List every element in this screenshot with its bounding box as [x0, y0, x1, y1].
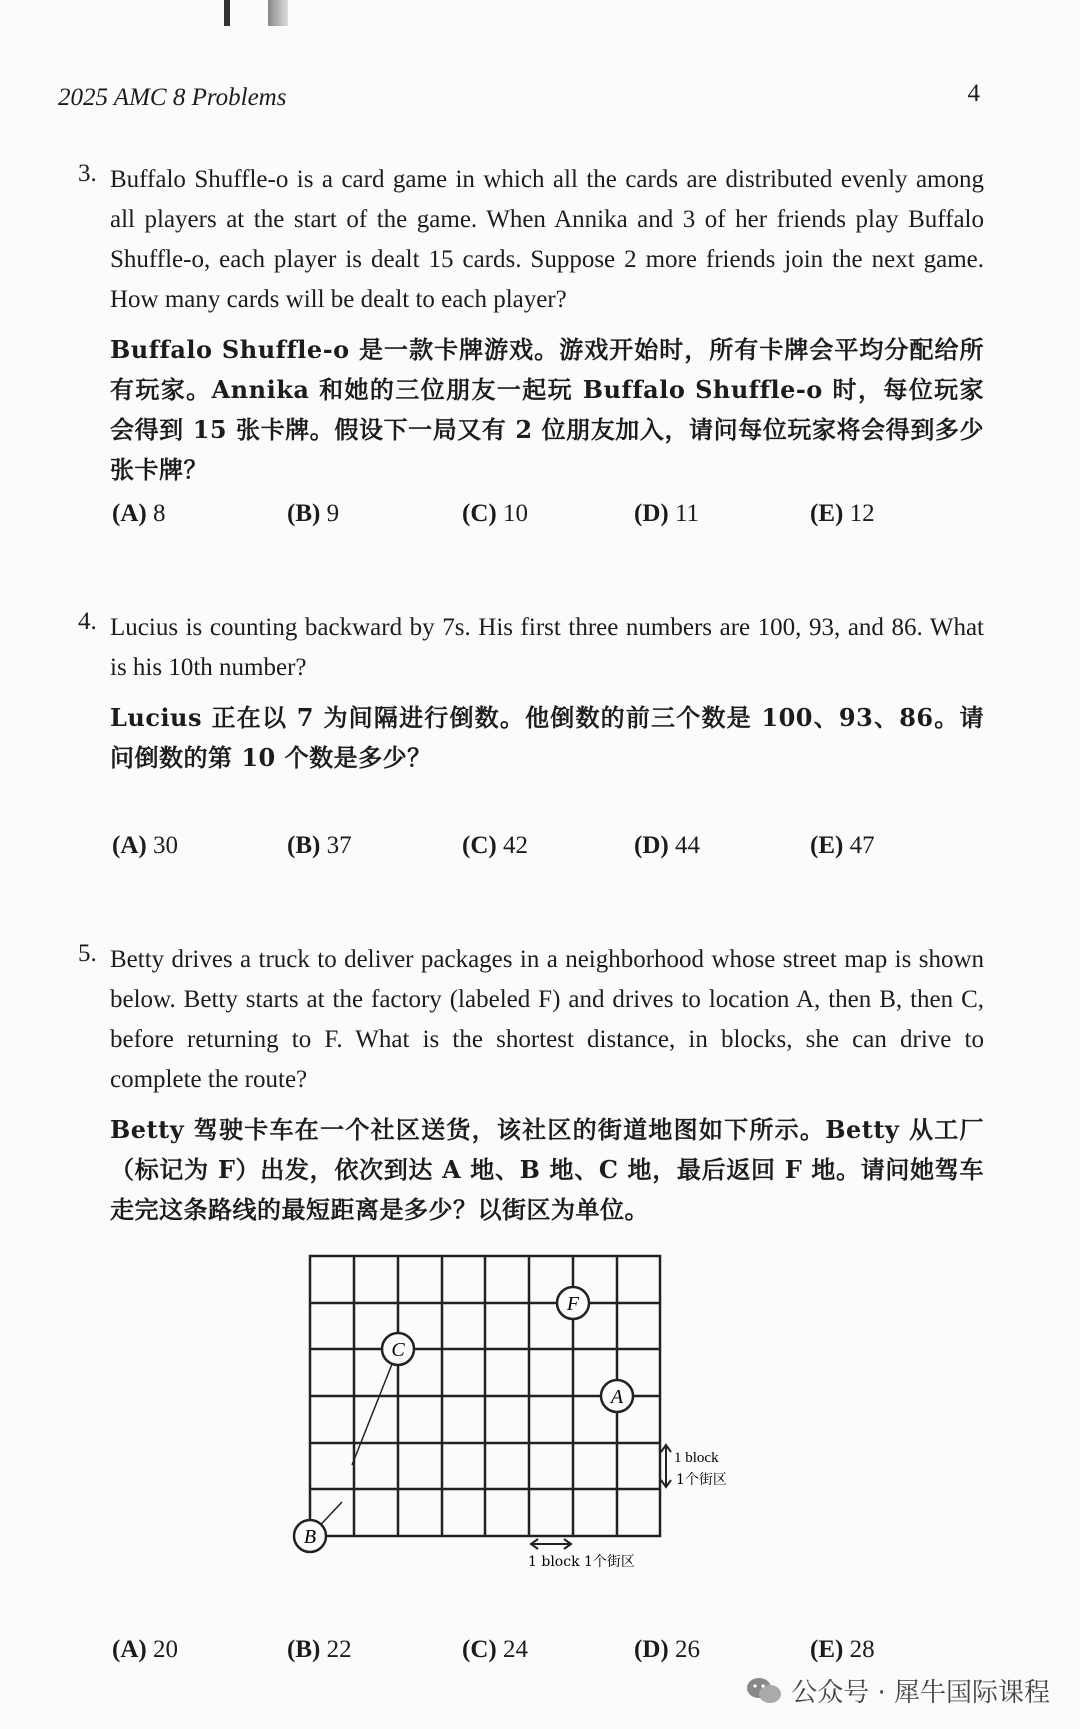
- choice-e[interactable]: (E) 47: [810, 832, 875, 859]
- choice-b[interactable]: (B) 9: [287, 500, 340, 527]
- scan-mark: [224, 0, 230, 26]
- svg-text:C: C: [391, 1339, 405, 1361]
- choice-c[interactable]: (C) 24: [462, 1636, 528, 1663]
- svg-text:F: F: [566, 1293, 580, 1315]
- problem-4: [78, 608, 984, 778]
- watermark: [745, 1672, 1050, 1709]
- problem-chinese: Betty 驾驶卡车在一个社区送货，该社区的街道地图如下所示。Betty 从工厂（标记为 F）出发，依次到达 A 地、B 地、C 地，最后返回 F 地。请问她驾车走完这条路线的最短距离是多少？以街区为单位。: [110, 1115, 984, 1224]
- scale-label-horizontal: 1 block 1个街区: [528, 1554, 635, 1570]
- problem-chinese: Buffalo Shuffle-o 是一款卡牌游戏。游戏开始时，所有卡牌会平均分配给所有玩家。Annika 和她的三位朋友一起玩 Buffalo Shuffle-o 时，每位玩家会得到 15 张卡牌。假设下一局又有 2 位朋友加入，请问每位玩家将会得到多少张卡牌？: [110, 335, 984, 484]
- header-title: 2025 AMC 8 Problems: [58, 84, 287, 111]
- location-f: [557, 1287, 589, 1319]
- answer-choices-5: [112, 1636, 932, 1676]
- street-map: [270, 1240, 770, 1580]
- choice-b[interactable]: (B) 22: [287, 1636, 352, 1663]
- street-grid: [270, 1240, 770, 1580]
- problem-english: Buffalo Shuffle-o is a card game in which all the cards are distributed evenly among all players at the start of the game. When Annika and 3 of her friends play Buffalo Shuffle-o, each player is dealt 15 cards. Suppose 2 more friends join the next game. How many cards will be dealt to each player?: [110, 166, 984, 313]
- scan-mark: [268, 0, 288, 26]
- choice-d[interactable]: (D) 44: [634, 832, 700, 859]
- problem-5: [78, 940, 984, 1230]
- problem-number: 5.: [78, 940, 97, 967]
- svg-text:A: A: [610, 1386, 624, 1408]
- vertical-scale-arrow: [661, 1445, 671, 1487]
- horizontal-scale-arrow: [531, 1539, 571, 1549]
- problem-chinese: Lucius 正在以 7 为间隔进行倒数。他倒数的前三个数是 100、93、86。请问倒数的第 10 个数是多少？: [110, 703, 984, 772]
- location-c: [382, 1333, 414, 1365]
- location-b: [294, 1520, 326, 1552]
- choice-d[interactable]: (D) 26: [634, 1636, 700, 1663]
- svg-text:B: B: [303, 1526, 317, 1548]
- choice-e[interactable]: (E) 12: [810, 500, 875, 527]
- choice-d[interactable]: (D) 11: [634, 500, 700, 527]
- scale-label-en: 1 block: [674, 1450, 719, 1466]
- choice-c[interactable]: (C) 10: [462, 500, 528, 527]
- choice-a[interactable]: (A) 20: [112, 1636, 178, 1663]
- choice-b[interactable]: (B) 37: [287, 832, 352, 859]
- choice-a[interactable]: (A) 8: [112, 500, 166, 527]
- location-a: [601, 1380, 633, 1412]
- problem-english: Lucius is counting backward by 7s. His first three numbers are 100, 93, and 86. What is his 10th number?: [110, 614, 984, 681]
- scale-label-zh: 1个街区: [676, 1472, 727, 1488]
- page-number: 4: [967, 80, 980, 107]
- problem-number: 3.: [78, 160, 97, 187]
- answer-choices-3: [112, 500, 932, 540]
- choice-a[interactable]: (A) 30: [112, 832, 178, 859]
- wechat-icon: [745, 1676, 783, 1706]
- watermark-text: 公众号 · 犀牛国际课程: [791, 1678, 1050, 1708]
- answer-choices-4: [112, 832, 932, 872]
- choice-e[interactable]: (E) 28: [810, 1636, 875, 1663]
- problem-3: [78, 160, 984, 490]
- choice-c[interactable]: (C) 42: [462, 832, 528, 859]
- problem-english: Betty drives a truck to deliver packages in a neighborhood whose street map is shown below. Betty starts at the factory (labeled F) and drives to location A, then B, then C, before returning to F. What is the shortest distance, in blocks, she can drive to complete the route?: [110, 946, 984, 1093]
- problem-number: 4.: [78, 608, 97, 635]
